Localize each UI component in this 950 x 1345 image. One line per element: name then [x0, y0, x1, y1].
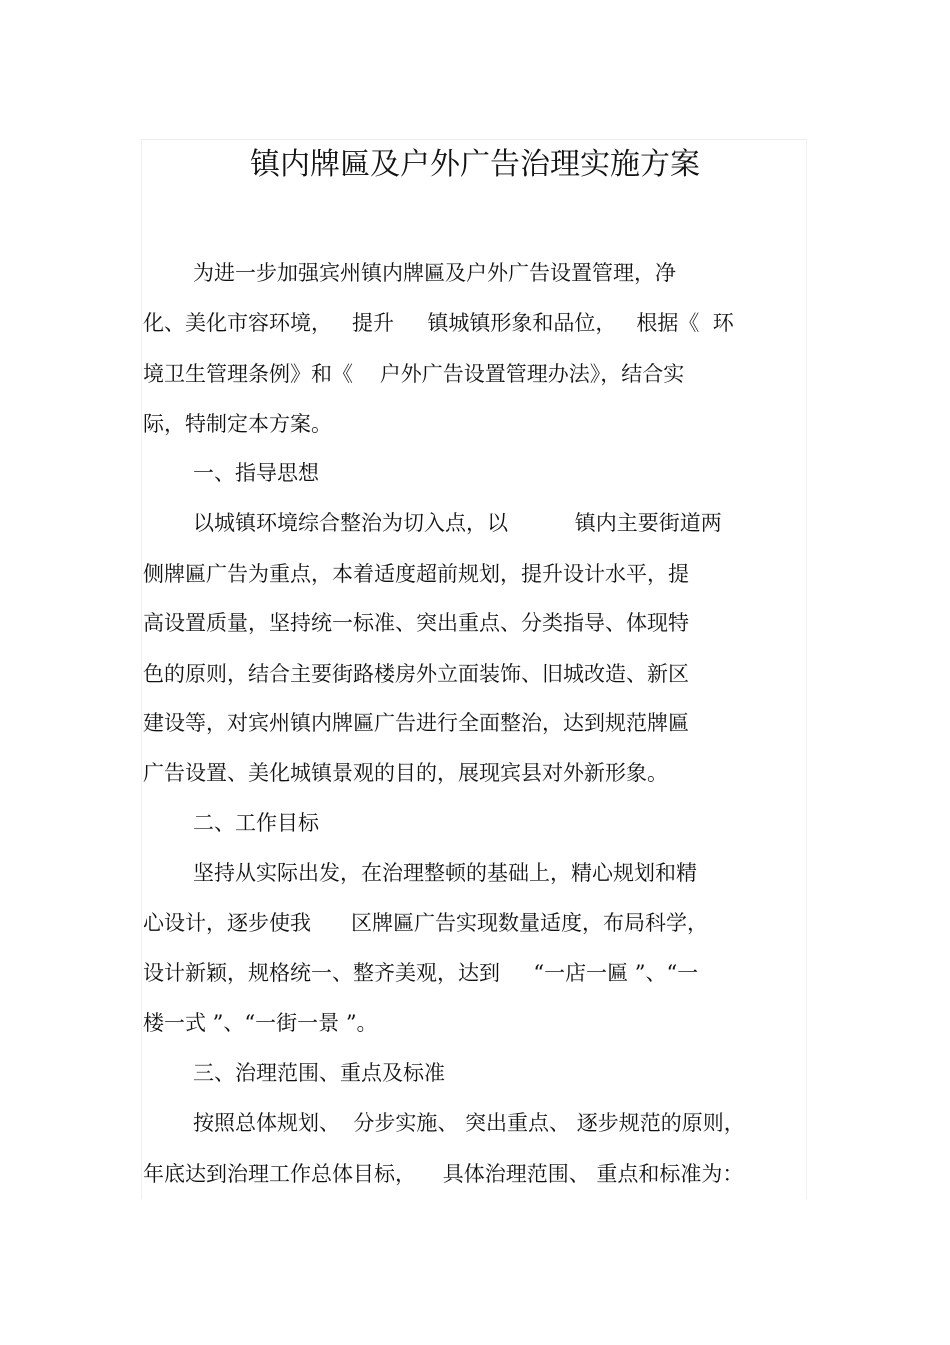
section-heading-3: 三、治理范围、重点及标准 — [193, 1061, 445, 1085]
paragraph-line: 际，特制定本方案。 — [143, 412, 332, 436]
paragraph-line: 广告设置、美化城镇景观的目的，展现宾县对外新形象。 — [143, 761, 668, 785]
paragraph-line: 侧牌匾广告为重点，本着适度超前规划，提升设计水平，提 — [143, 562, 689, 586]
paragraph-line: 按照总体规划、 分步实施、 突出重点、 逐步规范的原则， — [193, 1111, 745, 1135]
paragraph-line: 为进一步加强宾州镇内牌匾及户外广告设置管理，净 — [193, 261, 676, 285]
document-title: 镇内牌匾及户外广告治理实施方案 — [250, 147, 700, 182]
paragraph-line: 楼一式 ”、“一街一景 ”。 — [143, 1011, 378, 1035]
paragraph-line: 心设计，逐步使我 区牌匾广告实现数量适度，布局科学， — [143, 911, 709, 935]
paragraph-line: 化、美化市容环境， 提升 镇城镇形象和品位， 根据《 环 — [143, 311, 734, 335]
paragraph-line: 高设置质量，坚持统一标准、突出重点、分类指导、体现特 — [143, 611, 689, 635]
paragraph-line: 以城镇环境综合整治为切入点，以 镇内主要街道两 — [193, 511, 722, 535]
paragraph-line: 坚持从实际出发，在治理整顿的基础上，精心规划和精 — [193, 861, 697, 885]
paragraph-line: 色的原则，结合主要街路楼房外立面装饰、旧城改造、新区 — [143, 662, 689, 686]
section-heading-2: 二、工作目标 — [193, 811, 319, 835]
paragraph-line: 年底达到治理工作总体目标， 具体治理范围、 重点和标准为： — [143, 1162, 744, 1186]
paragraph-line: 境卫生管理条例》和《 户外广告设置管理办法》，结合实 — [143, 362, 685, 386]
section-heading-1: 一、指导思想 — [193, 461, 319, 485]
paragraph-line: 建设等，对宾州镇内牌匾广告进行全面整治，达到规范牌匾 — [143, 711, 689, 735]
paragraph-line: 设计新颖，规格统一、整齐美观，达到 “一店一匾 ”、“一 — [143, 961, 699, 985]
